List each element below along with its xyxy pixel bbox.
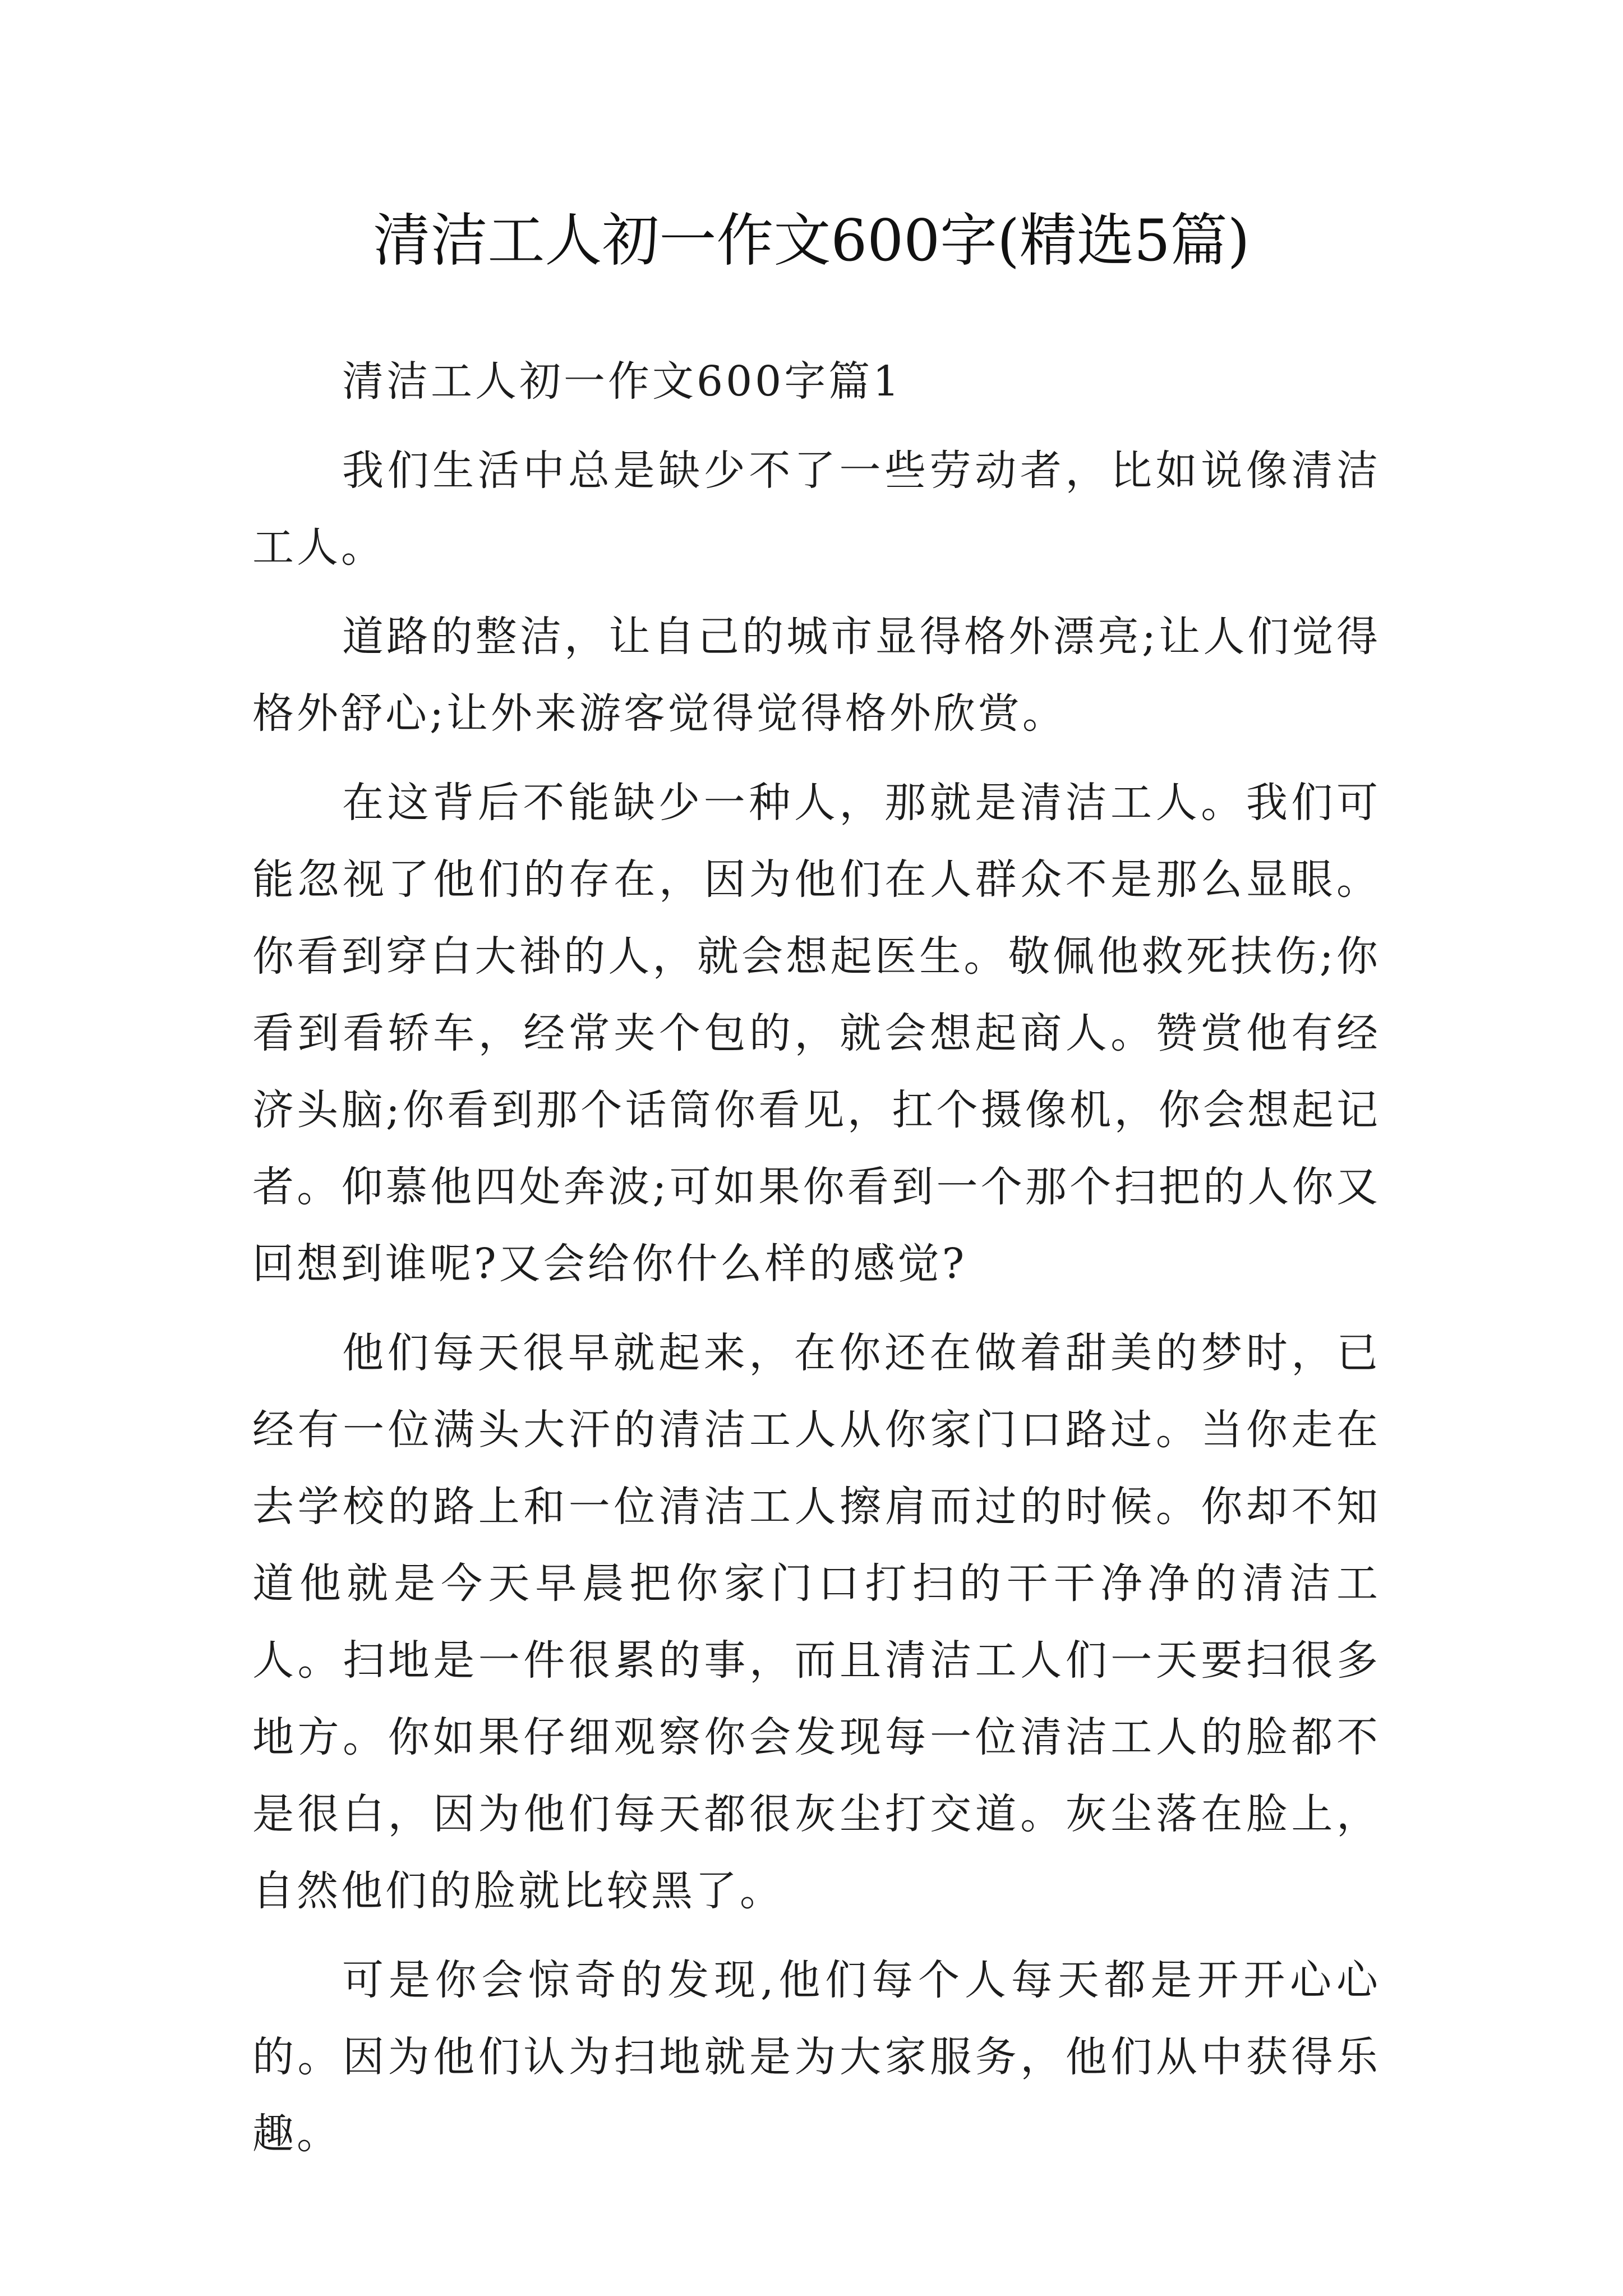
paragraph: 他们每天很早就起来，在你还在做着甜美的梦时，已经有一位满头大汗的清洁工人从你家门口路过。当你走在去学校的路上和一位清洁工人擦肩而过的时候。你却不知道他就是今天早晨把你家门口打扫的干干净净的清洁工人。扫地是一件很累的事，而且清洁工人们一天要扫很多地方。你如果仔细观察你会发现每一位清洁工人的脸都不是很白，因为他们每天都很灰尘打交道。灰尘落在脸上，自然他们的脸就比较黑了。: [252, 1329, 1381, 1915]
section-heading: 清洁工人初一作文600字篇1: [342, 357, 902, 406]
document-title: 清洁工人初一作文600字(精选5篇): [373, 208, 1250, 274]
paragraph: 道路的整洁，让自己的城市显得格外漂亮;让人们觉得格外舒心;让外来游客觉得觉得格外欣赏。: [252, 613, 1381, 738]
paragraph: 我们生活中总是缺少不了一些劳动者，比如说像清洁工人。: [252, 447, 1381, 572]
document-body: [252, 343, 1381, 2173]
paragraph: 可是你会惊奇的发现,他们每个人每天都是开开心心的。因为他们认为扫地就是为大家服务，他们从中获得乐趣。: [252, 1956, 1381, 2158]
paragraph: 在这背后不能缺少一种人，那就是清洁工人。我们可能忽视了他们的存在，因为他们在人群众不是那么显眼。你看到穿白大褂的人，就会想起医生。敬佩他救死扶伤;你看到看轿车，经常夹个包的，就会想起商人。赞赏他有经济头脑;你看到那个话筒你看见，扛个摄像机，你会想起记者。仰慕他四处奔波;可如果你看到一个那个扫把的人你又回想到谁呢?又会给你什么样的感觉?: [252, 779, 1381, 1288]
